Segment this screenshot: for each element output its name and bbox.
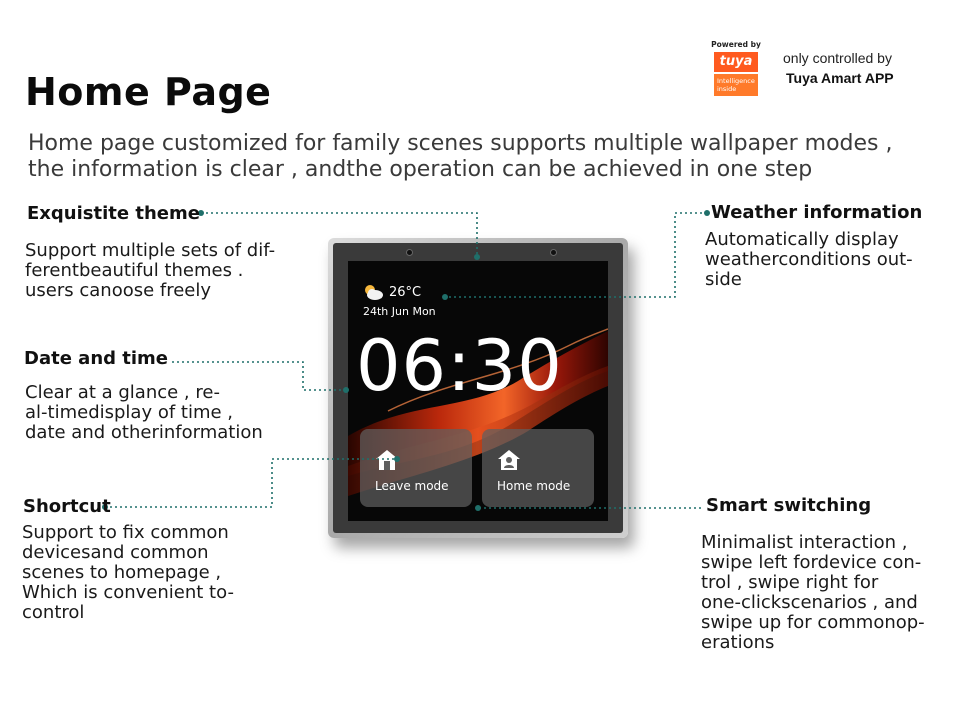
- connector-dot: [475, 505, 481, 511]
- clock-display: 06:30: [356, 325, 563, 407]
- feature-desc-shortcut: Support to fix common devicesand common scenes to homepage , Which is convenient to- control: [22, 522, 234, 623]
- feature-desc-theme: Support multiple sets of dif- ferentbeautiful themes . users canoose freely: [25, 240, 276, 301]
- feature-desc-datetime: Clear at a glance , re- al-timedisplay of time , date and otherinformation: [25, 382, 263, 443]
- leave-mode-label: Leave mode: [375, 479, 449, 493]
- intro-line: the information is clear , andthe operation can be achieved in one step: [28, 157, 813, 182]
- feature-desc-switching: Minimalist interaction , swipe left fordevice con- trol , swipe right for one-clickscenarios , and swipe up for commonop- erations: [701, 532, 925, 653]
- feature-title-shortcut: Shortcut: [23, 496, 111, 517]
- feature-title-datetime: Date and time: [24, 348, 169, 369]
- connector-dot: [704, 210, 710, 216]
- connector-dot: [442, 294, 448, 300]
- connector-shortcut: [105, 459, 397, 507]
- controlled-by-note: only controlled by: [783, 50, 892, 66]
- feature-desc-weather: Automatically display weatherconditions out- side: [705, 229, 913, 290]
- app-name-note: Tuya Amart APP: [786, 70, 894, 86]
- connector-dot: [474, 254, 480, 260]
- feature-title-weather: Weather information: [711, 202, 923, 223]
- connector-dot: [394, 456, 400, 462]
- feature-title-theme: Exquistite theme: [27, 203, 200, 224]
- connector-dot: [343, 387, 349, 393]
- intelligence-inside-label: Intelligence inside: [714, 74, 758, 96]
- feature-title-switching: Smart switching: [706, 495, 872, 516]
- tuya-logo: tuya: [714, 52, 758, 72]
- date-display: 24th Jun Mon: [363, 305, 436, 318]
- temperature-display: 26°C: [389, 285, 422, 300]
- connector-weather: [445, 213, 707, 297]
- home-mode-label: Home mode: [497, 479, 571, 493]
- powered-by-label: Powered by: [711, 40, 761, 49]
- page-title: Home Page: [25, 70, 272, 114]
- intro-line: Home page customized for family scenes supports multiple wallpaper modes ,: [28, 131, 893, 156]
